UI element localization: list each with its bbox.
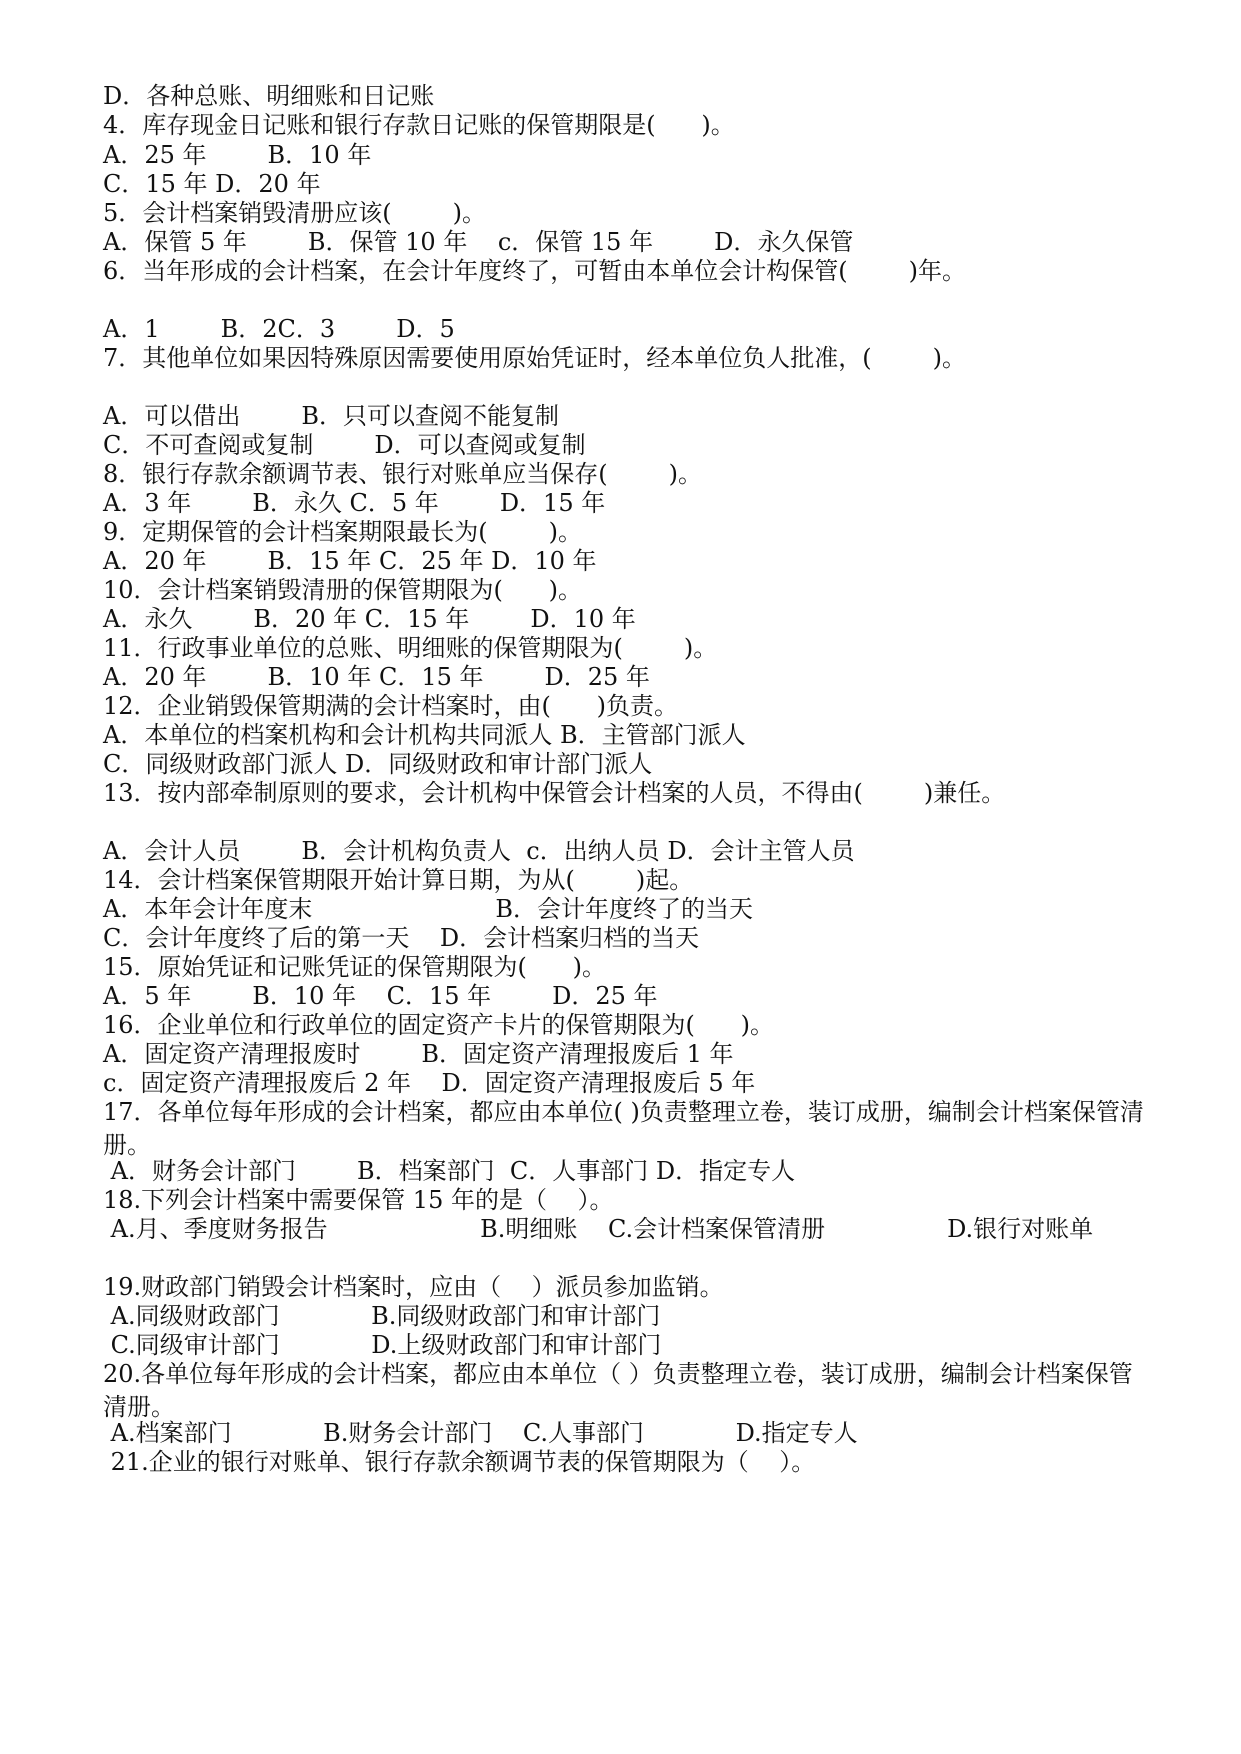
option-line: c．固定资产清理报废后 2 年 D．固定资产清理报废后 5 年 xyxy=(103,1069,756,1097)
question-line: 13．按内部牵制原则的要求，会计机构中保管会计档案的人员，不得由( )兼任。 xyxy=(103,779,1006,807)
option-line: C．同级财政部门派人 D．同级财政和审计部门派人 xyxy=(103,750,653,778)
option-line: A．3 年 B．永久 C．5 年 D．15 年 xyxy=(103,489,606,517)
question-line: 7．其他单位如果因特殊原因需要使用原始凭证时，经本单位负人批准，( )。 xyxy=(103,344,967,372)
question-line: 12．企业销毁保管期满的会计档案时，由( )负责。 xyxy=(103,692,679,720)
question-line: 16．企业单位和行政单位的固定资产卡片的保管期限为( )。 xyxy=(103,1011,775,1039)
question-line: 19.财政部门销毁会计档案时，应由（ ）派员参加监销。 xyxy=(103,1273,724,1301)
option-line: A．1 B．2C．3 D．5 xyxy=(103,315,455,343)
option-line: A．25 年 B．10 年 xyxy=(103,141,372,169)
question-line: 5．会计档案销毁清册应该( )。 xyxy=(103,199,487,227)
option-line: A．本单位的档案机构和会计机构共同派人 B．主管部门派人 xyxy=(103,721,746,749)
question-line: 8．银行存款余额调节表、银行对账单应当保存( )。 xyxy=(103,460,703,488)
option-line: A．20 年 B．10 年 C．15 年 D．25 年 xyxy=(103,663,650,691)
question-line: 21.企业的银行对账单、银行存款余额调节表的保管期限为（ ）。 xyxy=(103,1448,816,1476)
option-line: A．可以借出 B．只可以查阅不能复制 xyxy=(103,402,559,430)
option-line: C．会计年度终了后的第一天 D．会计档案归档的当天 xyxy=(103,924,700,952)
question-line: 6．当年形成的会计档案，在会计年度终了，可暂由本单位会计构保管( )年。 xyxy=(103,257,967,285)
question-line: 17．各单位每年形成的会计档案，都应由本单位( )负责整理立卷，装订成册，编制会计档案保管清册。 xyxy=(103,1098,1144,1159)
question-line: 20.各单位每年形成的会计档案，都应由本单位（ ）负责整理立卷，装订成册，编制会计档案保管清册。 xyxy=(103,1360,1133,1421)
question-line: 10．会计档案销毁清册的保管期限为( )。 xyxy=(103,576,583,604)
option-line: A.档案部门 B.财务会计部门 C.人事部门 D.指定专人 xyxy=(103,1419,858,1447)
question-line: 18.下列会计档案中需要保管 15 年的是（ ）。 xyxy=(103,1186,614,1214)
question-line: 4．库存现金日记账和银行存款日记账的保管期限是( )。 xyxy=(103,111,735,139)
question-line: 11．行政事业单位的总账、明细账的保管期限为( )。 xyxy=(103,634,718,662)
option-line: C．不可查阅或复制 D．可以查阅或复制 xyxy=(103,431,586,459)
question-line: 9．定期保管的会计档案期限最长为( )。 xyxy=(103,518,583,546)
option-line: A．本年会计年度末 B．会计年度终了的当天 xyxy=(103,895,754,923)
question-line: 15．原始凭证和记账凭证的保管期限为( )。 xyxy=(103,953,607,981)
option-line: A．保管 5 年 B．保管 10 年 c．保管 15 年 D．永久保管 xyxy=(103,228,854,256)
option-line: C.同级审计部门 D.上级财政部门和审计部门 xyxy=(103,1331,662,1359)
option-line: A.同级财政部门 B.同级财政部门和审计部门 xyxy=(103,1302,661,1330)
option-line: A.月、季度财务报告 B.明细账 C.会计档案保管清册 D.银行对账单 xyxy=(103,1215,1094,1243)
option-line: A．20 年 B．15 年 C．25 年 D．10 年 xyxy=(103,547,597,575)
question-line: 14．会计档案保管期限开始计算日期，为从( )起。 xyxy=(103,866,694,894)
option-line: C．15 年 D．20 年 xyxy=(103,170,321,198)
option-line: A．财务会计部门 B．档案部门 C．人事部门 D．指定专人 xyxy=(103,1157,796,1185)
option-line: D．各种总账、明细账和日记账 xyxy=(103,82,435,110)
option-line: A．5 年 B．10 年 C．15 年 D．25 年 xyxy=(103,982,658,1010)
option-line: A．会计人员 B．会计机构负责人 c．出纳人员 D．会计主管人员 xyxy=(103,837,855,865)
option-line: A．固定资产清理报废时 B．固定资产清理报废后 1 年 xyxy=(103,1040,734,1068)
option-line: A．永久 B．20 年 C．15 年 D．10 年 xyxy=(103,605,636,633)
